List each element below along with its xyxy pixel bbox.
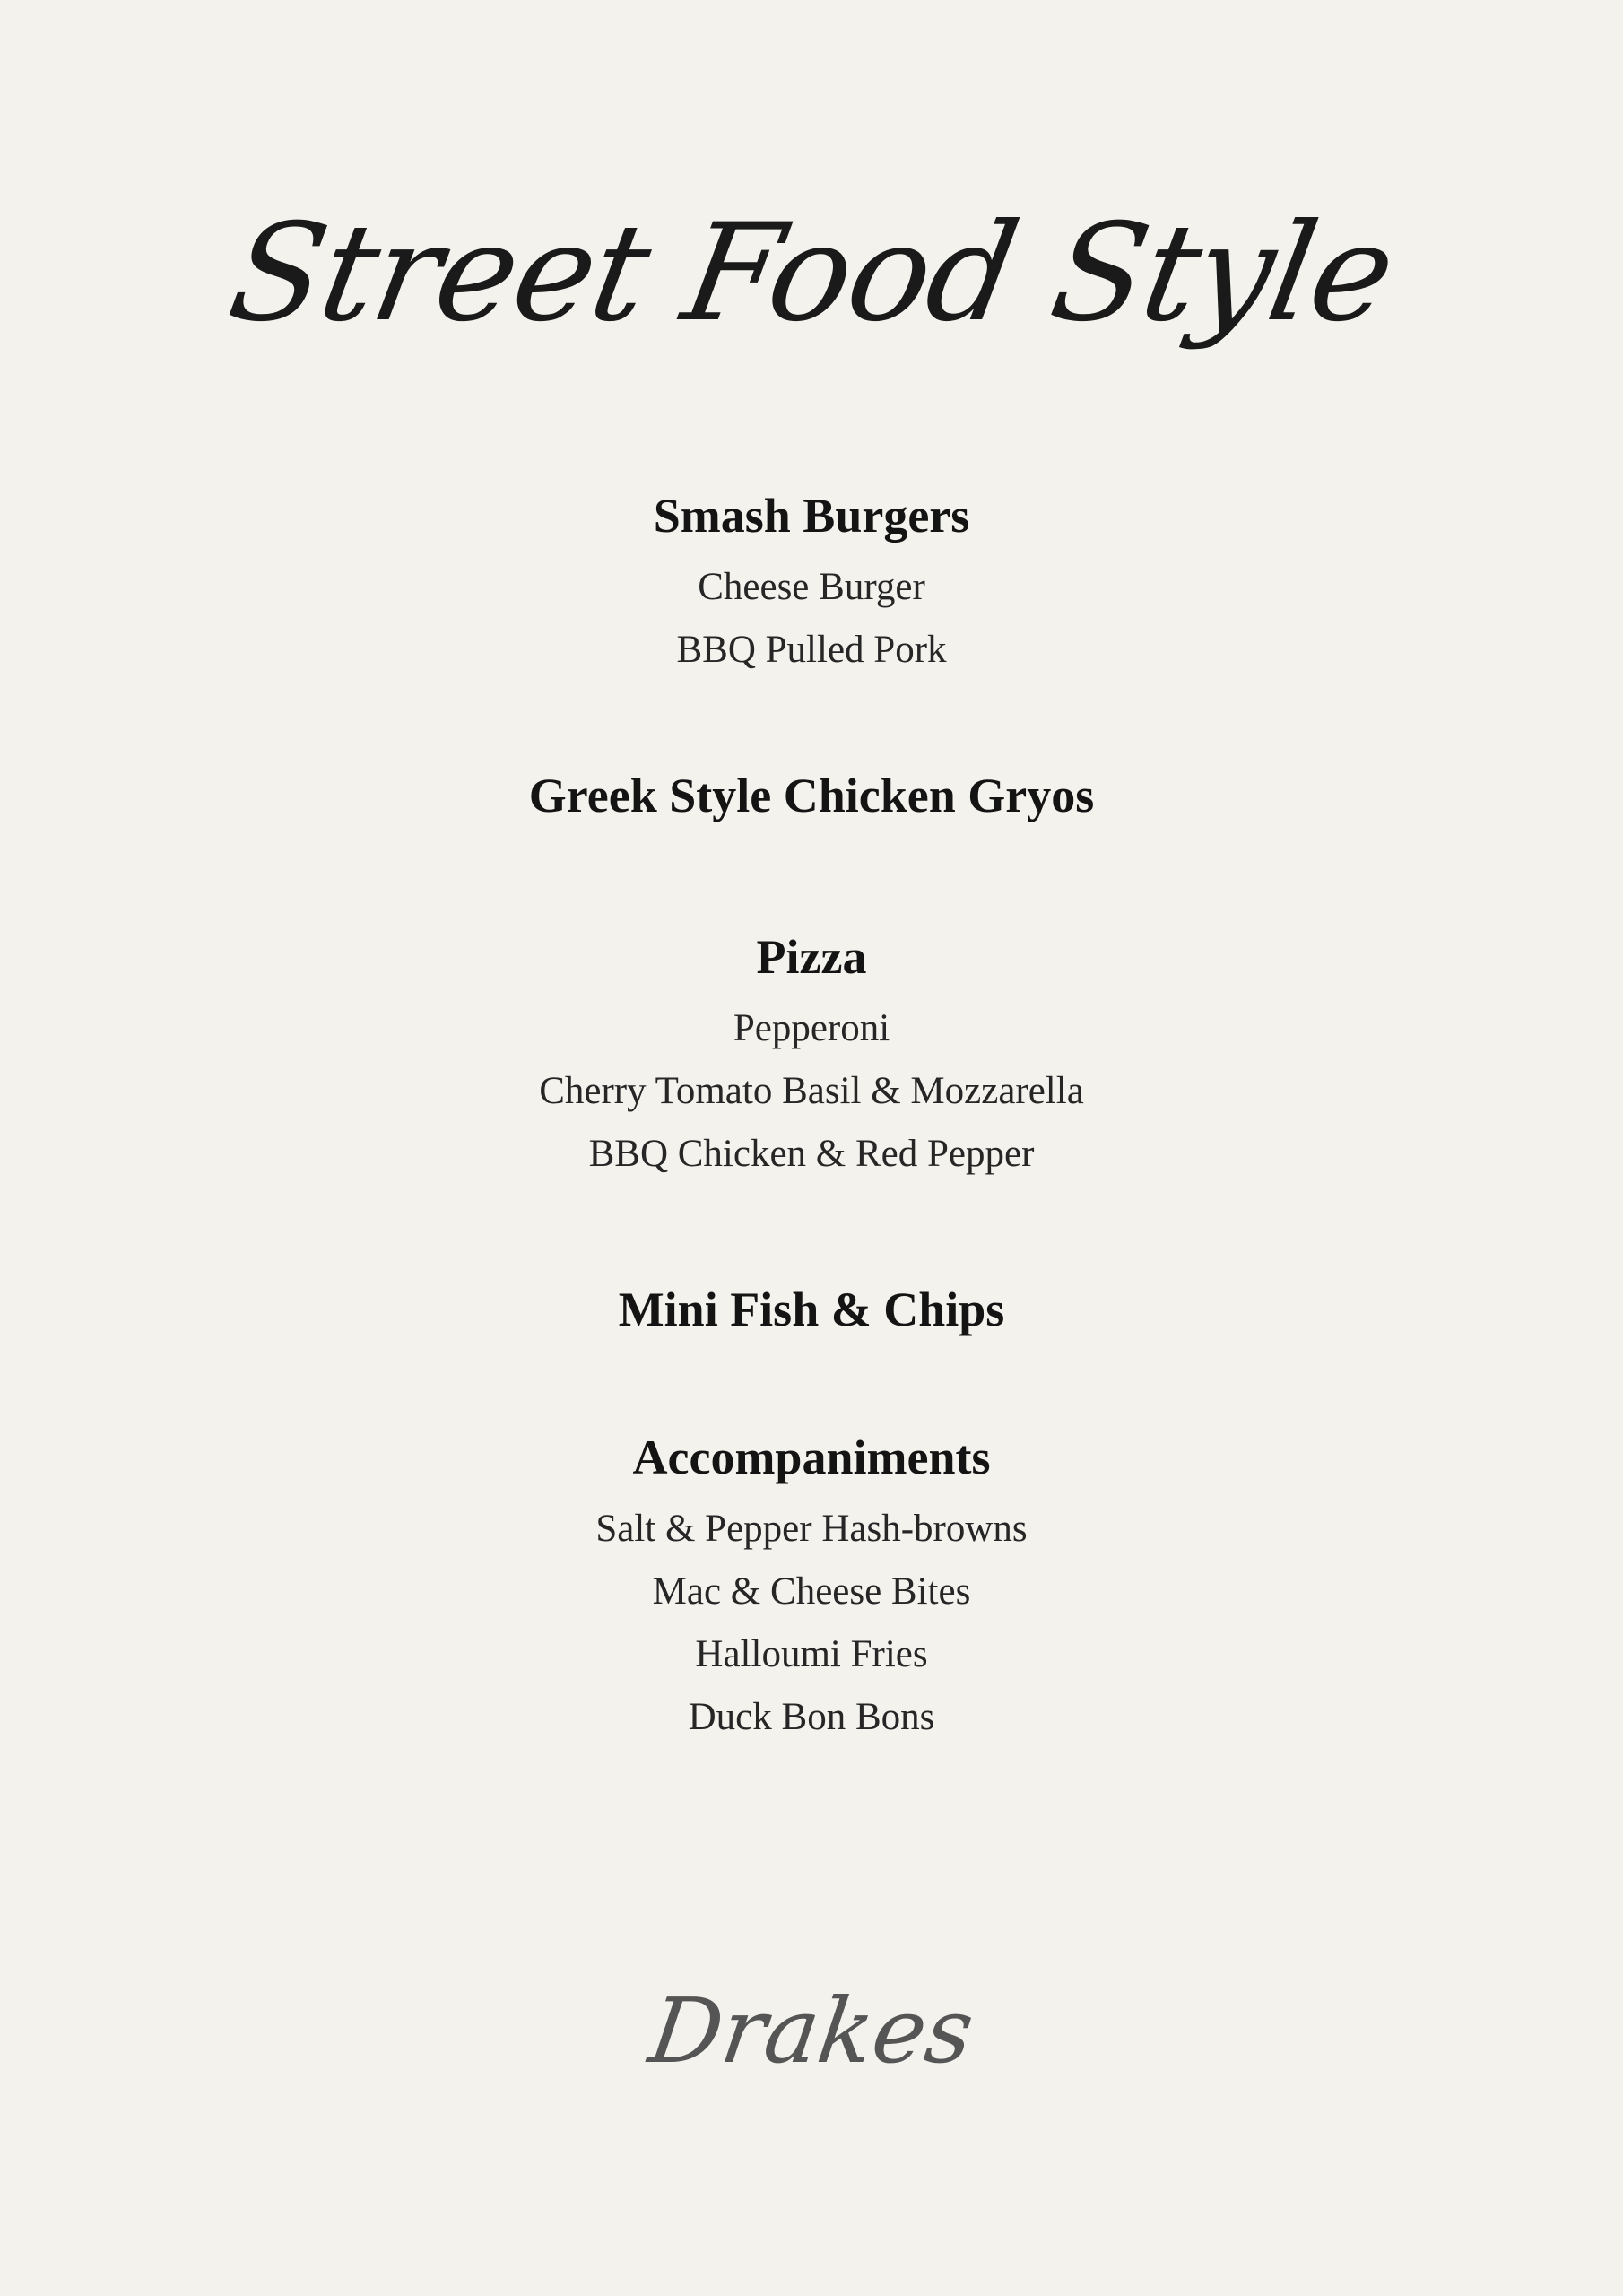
section-heading: Mini Fish & Chips xyxy=(618,1283,1005,1336)
menu-item: Pepperoni xyxy=(733,1007,890,1049)
menu-item: Halloumi Fries xyxy=(695,1633,928,1675)
menu-item: BBQ Chicken & Red Pepper xyxy=(588,1133,1035,1175)
menu-item: Duck Bon Bons xyxy=(688,1696,935,1738)
menu-item: Mac & Cheese Bites xyxy=(652,1570,971,1613)
section-fish-chips xyxy=(0,1269,1623,1350)
section-heading: Greek Style Chicken Gryos xyxy=(528,769,1095,822)
menu-item: Cheese Burger xyxy=(698,566,925,608)
menu-item: Cherry Tomato Basil & Mozzarella xyxy=(539,1070,1084,1112)
section-greek-gyros xyxy=(0,755,1623,836)
section-smash-burgers xyxy=(0,475,1623,682)
section-accompaniments xyxy=(0,1417,1623,1749)
section-heading: Smash Burgers xyxy=(653,489,970,543)
menu-item: BBQ Pulled Pork xyxy=(676,629,947,671)
menu-item: Salt & Pepper Hash-browns xyxy=(595,1508,1028,1550)
brand-logo: Drakes xyxy=(643,1979,980,2083)
section-heading: Accompaniments xyxy=(632,1431,991,1484)
section-heading: Pizza xyxy=(756,930,867,984)
section-pizza xyxy=(0,917,1623,1186)
menu-title: Street Food Style xyxy=(219,196,1404,352)
